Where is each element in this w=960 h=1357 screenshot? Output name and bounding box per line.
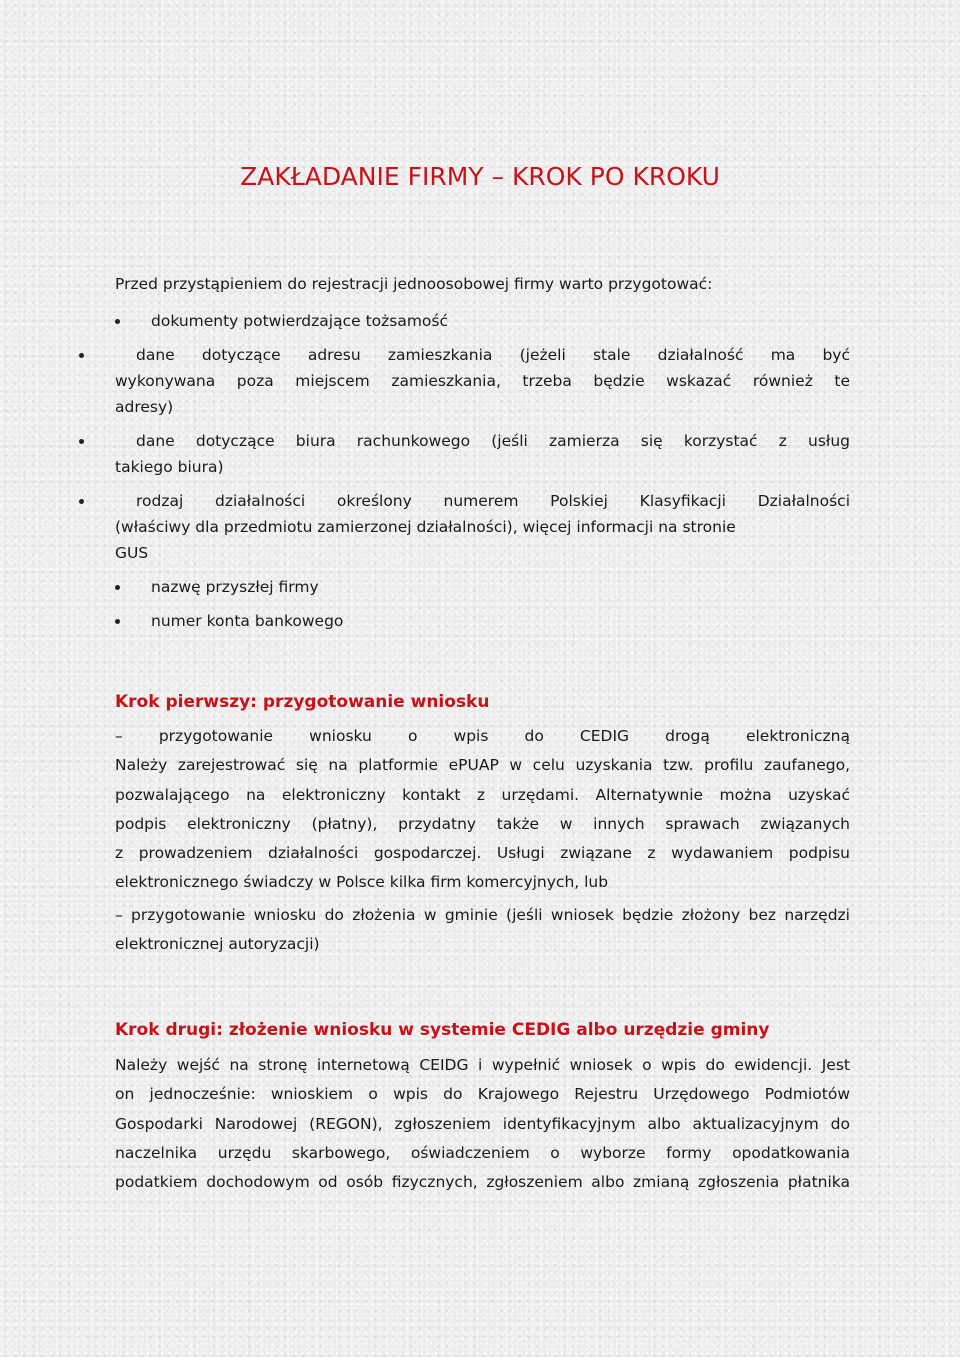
text-line: naczelnika urzędu skarbowego, oświadczeniem o wyborze formy opodatkowania — [115, 1143, 850, 1162]
text-line: podpis elektroniczny (płatny), przydatny także w innych sprawach związanych — [115, 814, 850, 833]
list-item — [79, 342, 850, 420]
list-item — [115, 308, 850, 334]
prep-list — [115, 308, 850, 642]
list-item-text: dane dotyczące adresu zamieszkania (jeżeli stale działalność ma być — [136, 346, 850, 364]
text-line: – przygotowanie wniosku o wpis do CEDIG drogą elektroniczną — [115, 727, 850, 745]
text-line: Gospodarki Narodowej (REGON), zgłoszeniem identyfikacyjnym albo aktualizacyjnym do — [115, 1114, 850, 1133]
page-title: ZAKŁADANIE FIRMY – KROK PO KROKU — [240, 162, 720, 191]
text-line: on jednocześnie: wnioskiem o wpis do Krajowego Rejestru Urzędowego Podmiotów — [115, 1085, 850, 1104]
list-item-text: wykonywana poza miejscem zamieszkania, trzeba będzie wskazać również te — [115, 372, 850, 390]
bullet-icon — [79, 439, 84, 444]
intro-text: Przed przystąpieniem do rejestracji jednoosobowej firmy warto przygotować: — [115, 275, 713, 293]
bullet-icon — [115, 319, 120, 324]
bullet-icon — [79, 353, 84, 358]
list-item-text: rodzaj działalności określony numerem Polskiej Klasyfikacji Działalności — [136, 492, 850, 510]
text-line: elektronicznej autoryzacji) — [115, 935, 320, 954]
bullet-icon — [79, 499, 84, 504]
list-item-text: adresy) — [115, 398, 174, 416]
list-item-text: (właściwy dla przedmiotu zamierzonej działalności), więcej informacji na stronie — [115, 518, 736, 536]
step1-heading: Krok pierwszy: przygotowanie wniosku — [115, 692, 490, 712]
text-line: elektronicznego świadczy w Polsce kilka firm komercyjnych, lub — [115, 873, 609, 892]
step1-paragraph-2 — [115, 901, 850, 960]
step1-paragraph — [115, 722, 850, 898]
text-line: pozwalającego na elektroniczny kontakt z urzędami. Alternatywnie można uzyskać — [115, 785, 850, 804]
bullet-icon — [115, 585, 120, 590]
bullet-icon — [115, 619, 120, 624]
list-item-text: GUS — [115, 544, 149, 562]
step2-paragraph — [115, 1051, 850, 1197]
text-line: z prowadzeniem działalności gospodarczej. Usługi związane z wydawaniem podpisu — [115, 844, 850, 863]
list-item-text: dane dotyczące biura rachunkowego (jeśli zamierza się korzystać z usług — [136, 432, 850, 450]
list-item — [115, 574, 850, 600]
text-line: Należy zarejestrować się na platformie ePUAP w celu uzyskania tzw. profilu zaufanego, — [115, 756, 850, 775]
list-item-text: dokumenty potwierdzające tożsamość — [151, 312, 449, 330]
list-item — [115, 608, 850, 634]
step2-heading: Krok drugi: złożenie wniosku w systemie CEDIG albo urzędzie gminy — [115, 1020, 770, 1040]
list-item-text: nazwę przyszłej firmy — [151, 578, 319, 596]
text-line: podatkiem dochodowym od osób fizycznych, zgłoszeniem albo zmianą zgłoszenia płatnika — [115, 1173, 850, 1192]
text-line: Należy wejść na stronę internetową CEIDG i wypełnić wniosek o wpis do ewidencji. Jest — [115, 1056, 850, 1074]
list-item — [79, 488, 850, 566]
list-item-text: takiego biura) — [115, 458, 224, 476]
list-item — [79, 428, 850, 480]
text-line: – przygotowanie wniosku do złożenia w gminie (jeśli wniosek będzie złożony bez narzędzi — [115, 906, 850, 924]
list-item-text: numer konta bankowego — [151, 612, 344, 630]
